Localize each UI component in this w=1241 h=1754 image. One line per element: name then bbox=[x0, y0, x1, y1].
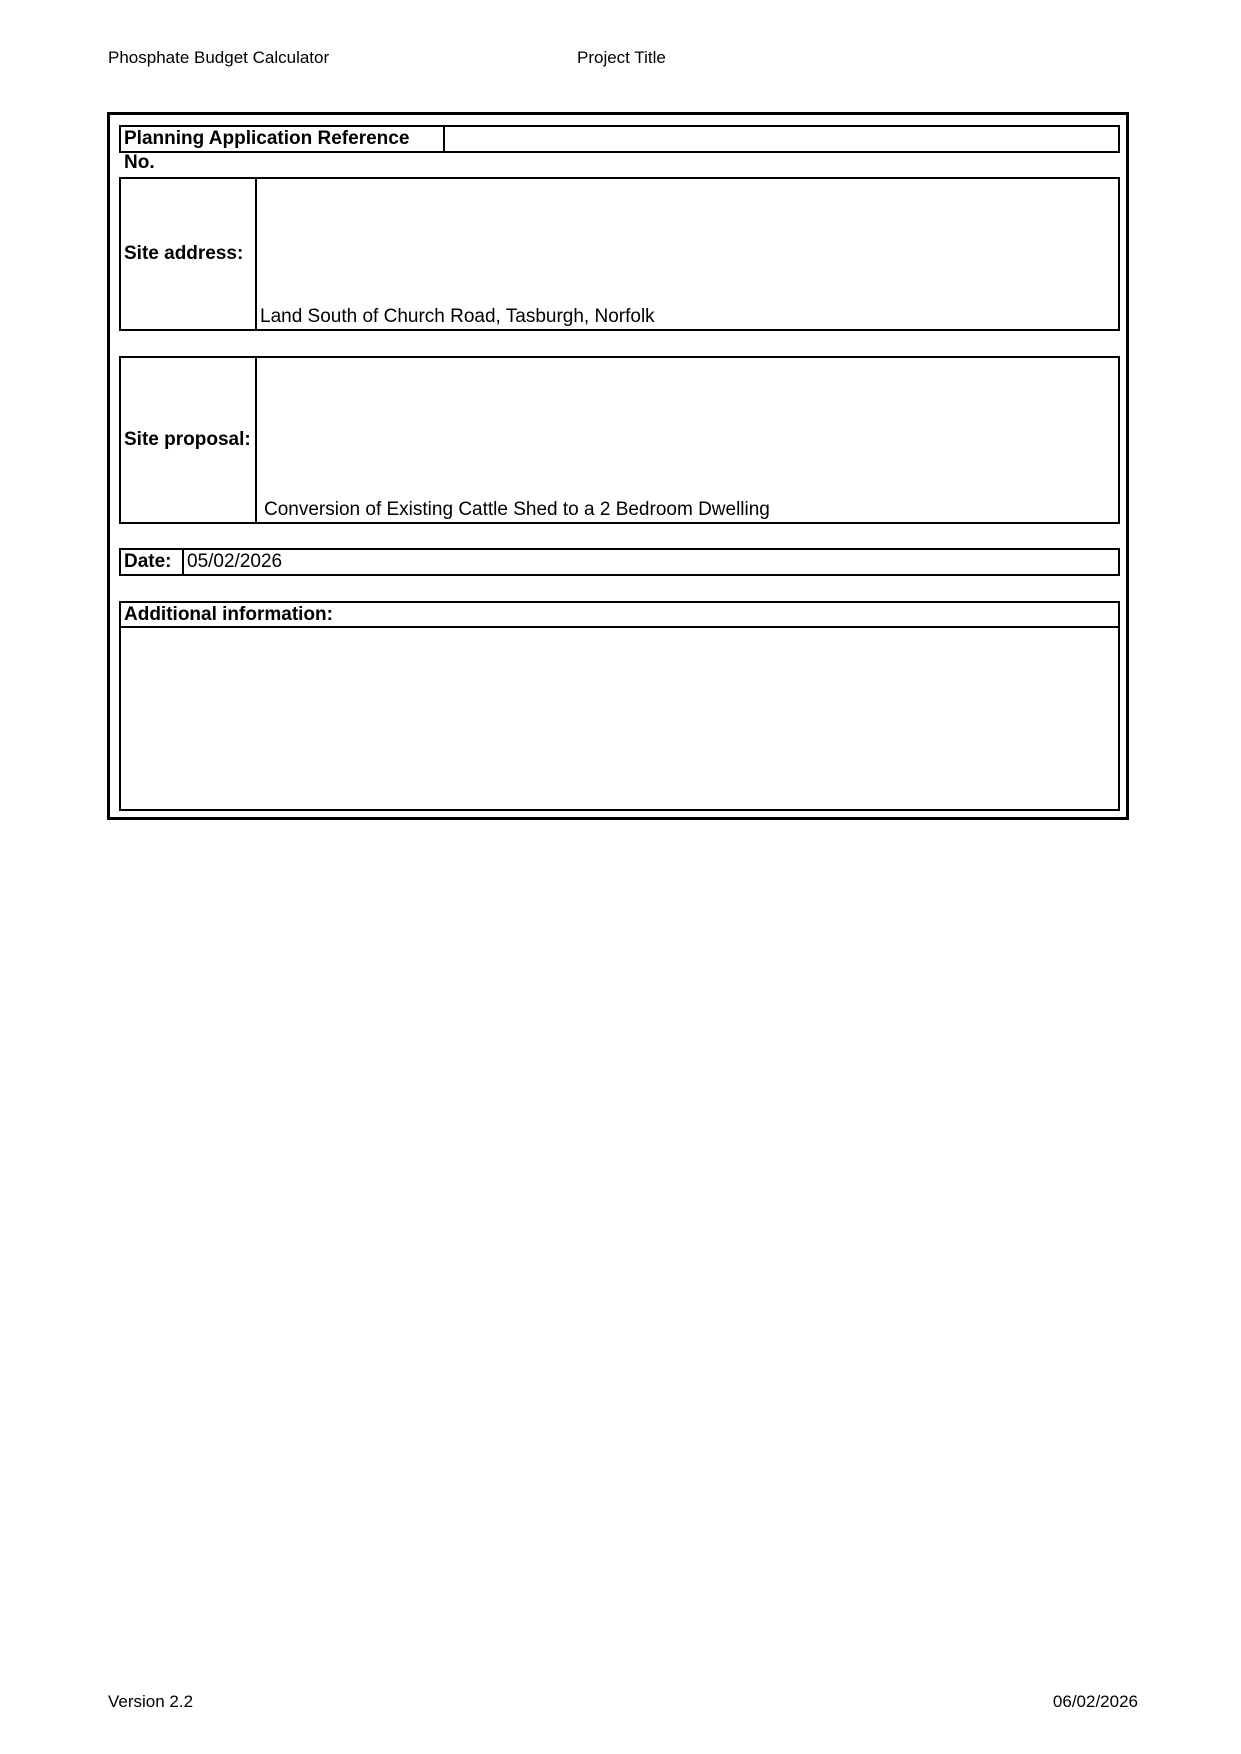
footer-date: 06/02/2026 bbox=[1052, 1692, 1138, 1711]
date-row bbox=[119, 548, 1120, 576]
additional-info-field[interactable] bbox=[119, 626, 1120, 811]
site-address-value: Land South of Church Road, Tasburgh, Norfolk bbox=[260, 306, 655, 327]
date-field[interactable]: 05/02/2026 bbox=[187, 551, 283, 572]
site-address-row bbox=[119, 177, 1120, 331]
site-address-label-text: Site address: bbox=[124, 243, 244, 264]
site-proposal-label bbox=[121, 358, 257, 522]
planning-ref-label: Planning Application Reference No. bbox=[121, 127, 445, 151]
footer-version: Version 2.2 bbox=[108, 1692, 194, 1711]
site-address-label bbox=[121, 179, 257, 329]
site-proposal-field[interactable] bbox=[257, 358, 1118, 522]
site-proposal-row bbox=[119, 356, 1120, 524]
site-proposal-label-text: Site proposal: bbox=[124, 429, 251, 450]
header-app-title: Phosphate Budget Calculator bbox=[108, 48, 330, 67]
header-project-title: Project Title bbox=[577, 48, 666, 67]
planning-ref-field[interactable] bbox=[445, 127, 1118, 151]
site-proposal-value: Conversion of Existing Cattle Shed to a 2 Bedroom Dwelling bbox=[264, 499, 770, 520]
planning-ref-row bbox=[119, 125, 1120, 173]
site-address-field[interactable] bbox=[257, 179, 1118, 329]
additional-info-label: Additional information: bbox=[119, 601, 1120, 628]
date-label: Date: bbox=[121, 550, 184, 574]
